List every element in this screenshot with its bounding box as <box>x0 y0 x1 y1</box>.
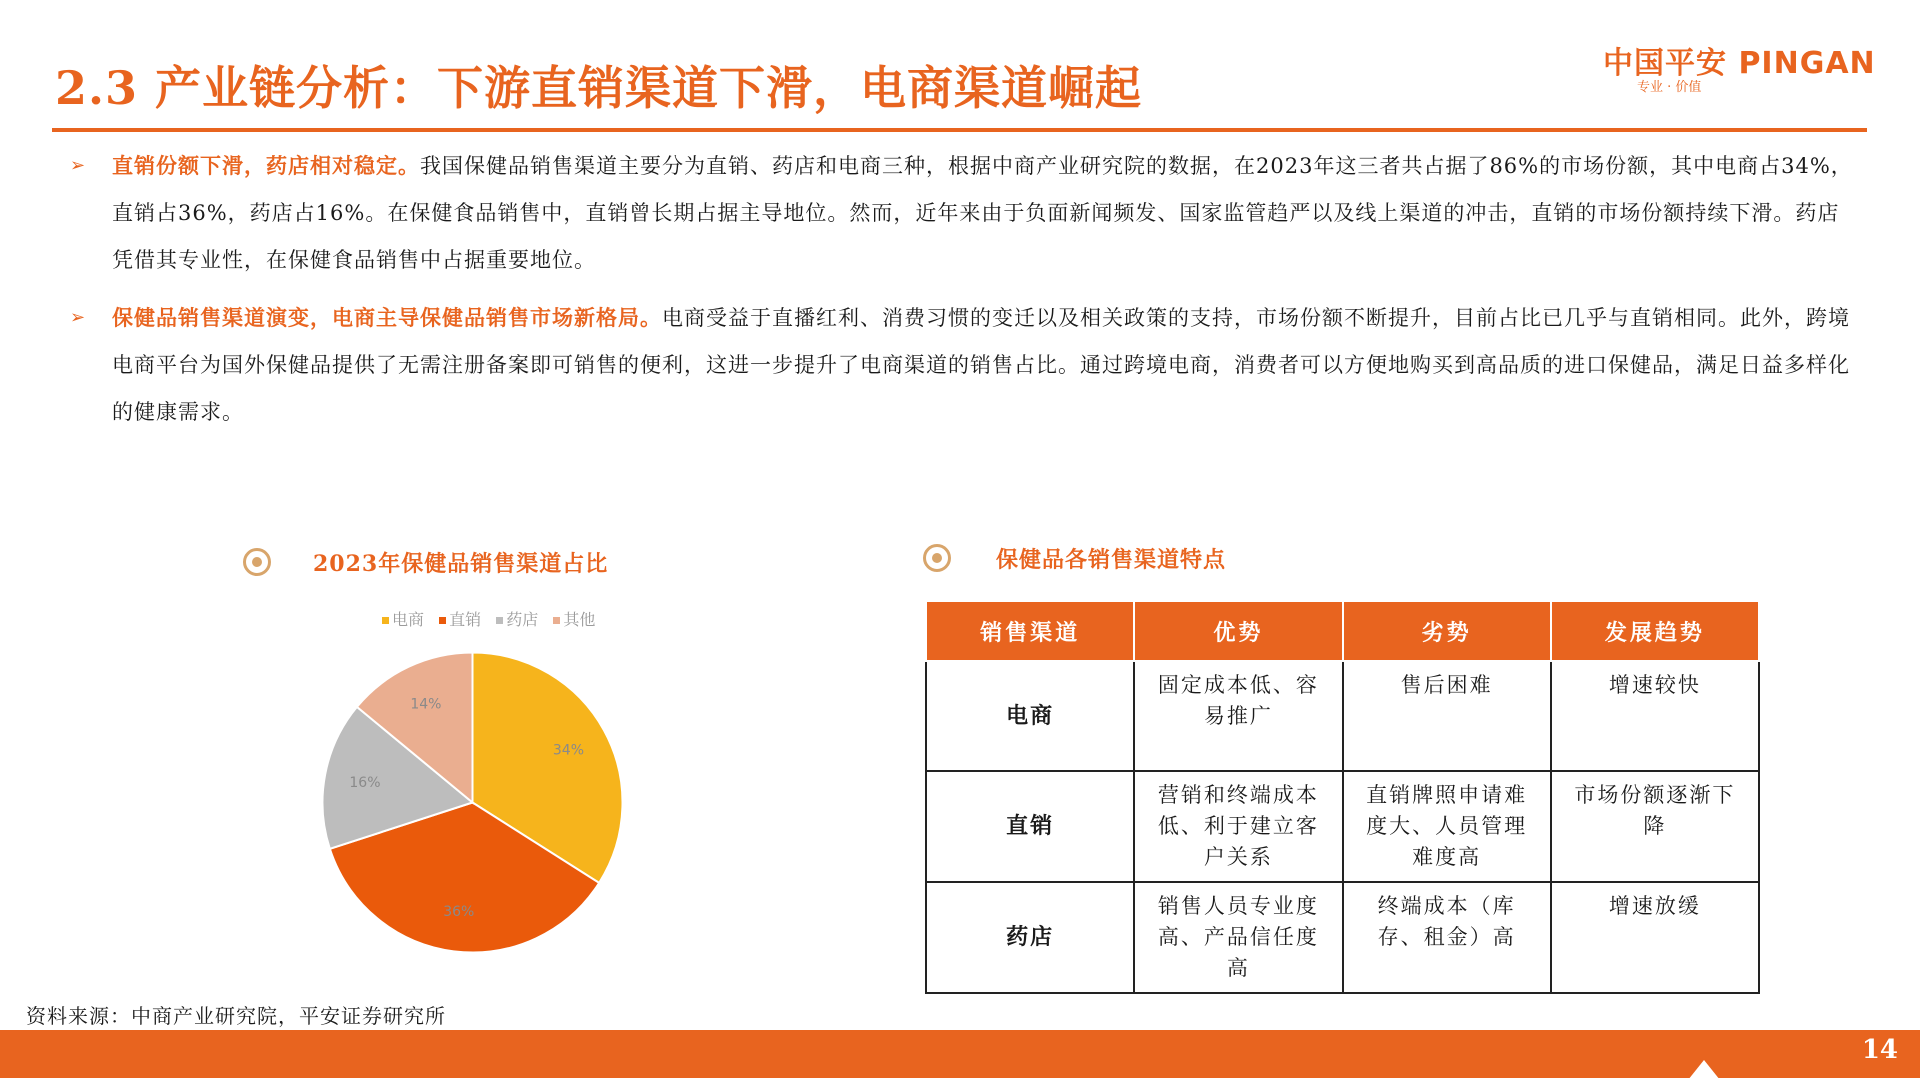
legend-label: 药店 <box>506 610 539 629</box>
legend-swatch <box>439 617 446 624</box>
pie-data-label: 16% <box>349 774 381 791</box>
bullet-lead: 保健品销售渠道演变，电商主导保健品销售市场新格局。 <box>112 305 662 330</box>
disadvantage-cell: 终端成本（库存、租金）高 <box>1343 882 1551 993</box>
legend-item <box>439 610 481 629</box>
advantage-cell: 销售人员专业度高、产品信任度高 <box>1134 882 1342 993</box>
legend-item <box>382 610 424 629</box>
header-channel: 销售渠道 <box>926 602 1134 661</box>
target-icon <box>243 548 271 576</box>
header-disadvantage: 劣势 <box>1343 602 1551 661</box>
bullet-paragraph <box>70 142 1860 284</box>
pie-data-label: 14% <box>410 696 442 713</box>
disadvantage-cell: 直销牌照申请难度大、人员管理难度高 <box>1343 771 1551 882</box>
bullet-paragraph <box>70 294 1860 436</box>
header-advantage: 优势 <box>1134 602 1342 661</box>
pie-data-label: 34% <box>552 742 585 759</box>
page-number: 14 <box>1861 1035 1898 1065</box>
arrow-bullet-icon: ➢ <box>70 307 86 328</box>
pie-chart <box>320 650 625 955</box>
table-row <box>926 771 1759 882</box>
bullet-text: 我国保健品销售渠道主要分为直销、药店和电商三种，根据中商产业研究院的数据，在2023年这三者共占据了86%的市场份额，其中电商占34%，直销占36%，药店占16%。在保健食品销售中，直销曾长期占据主导地位。然而，近年来由于负面新闻频发、国家监管趋严以及线上渠道的冲击，直销的市场份额持续下滑。药店凭借其专业性，在保健食品销售中占据重要地位。 <box>112 154 1853 272</box>
table-title: 保健品各销售渠道特点 <box>996 547 1227 573</box>
logo-slogan: 专业 · 价值 <box>1637 80 1702 95</box>
advantage-cell: 固定成本低、容易推广 <box>1134 661 1342 771</box>
header-trend: 发展趋势 <box>1551 602 1759 661</box>
legend-swatch <box>553 617 560 624</box>
trend-cell: 市场份额逐渐下降 <box>1551 771 1759 882</box>
table-row <box>926 661 1759 771</box>
channel-name: 药店 <box>926 882 1134 993</box>
legend-swatch <box>496 617 503 624</box>
arrow-bullet-icon: ➢ <box>70 155 86 176</box>
channel-table <box>925 602 1760 994</box>
trend-cell: 增速较快 <box>1551 661 1759 771</box>
legend-label: 电商 <box>392 610 425 629</box>
table-row <box>926 882 1759 993</box>
source-note: 资料来源：中商产业研究院，平安证券研究所 <box>26 1004 446 1028</box>
title-divider <box>52 128 1867 132</box>
pie-data-label: 36% <box>443 904 475 921</box>
bullet-lead: 直销份额下滑，药店相对稳定。 <box>112 153 420 178</box>
chart-title: 2023年保健品销售渠道占比 <box>313 551 609 577</box>
target-icon <box>923 544 951 572</box>
pingan-logo <box>1603 38 1903 98</box>
channel-name: 电商 <box>926 661 1134 771</box>
advantage-cell: 营销和终端成本低、利于建立客户关系 <box>1134 771 1342 882</box>
legend-label: 直销 <box>449 610 482 629</box>
channel-name: 直销 <box>926 771 1134 882</box>
disadvantage-cell: 售后困难 <box>1343 661 1551 771</box>
legend-label: 其他 <box>563 610 596 629</box>
trend-cell: 增速放缓 <box>1551 882 1759 993</box>
footer-logo-mark <box>1688 1060 1720 1080</box>
bullet-text: 电商受益于直播红利、消费习惯的变迁以及相关政策的支持，市场份额不断提升，目前占比已几乎与直销相同。此外，跨境电商平台为国外保健品提供了无需注册备案即可销售的便利，这进一步提升了电商渠道的销售占比。通过跨境电商，消费者可以方便地购买到高品质的进口保健品，满足日益多样化的健康需求。 <box>112 306 1850 424</box>
chart-legend <box>382 607 605 630</box>
logo-main-text: 中国平安 PINGAN <box>1603 46 1876 81</box>
legend-item <box>553 610 595 629</box>
table-header-row <box>926 602 1759 661</box>
legend-item <box>496 610 538 629</box>
page-title: 2.3 产业链分析：下游直销渠道下滑，电商渠道崛起 <box>55 61 1143 115</box>
footer-bar <box>0 1030 1920 1078</box>
legend-swatch <box>382 617 389 624</box>
